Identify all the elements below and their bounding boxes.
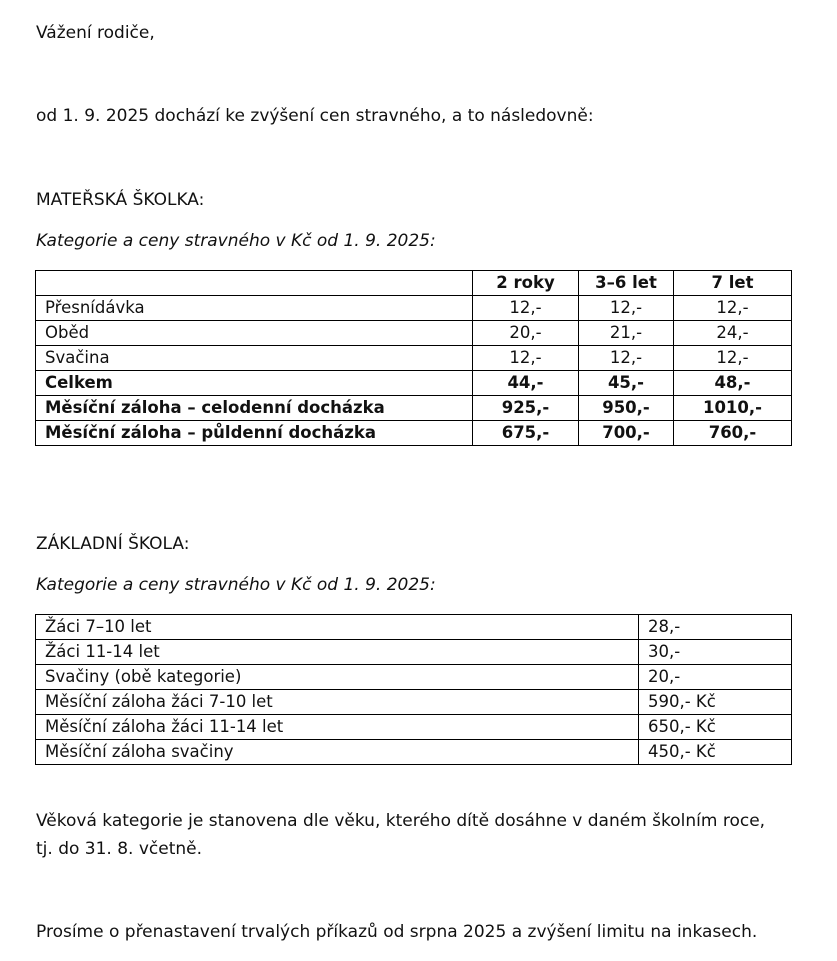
row-label: Měsíční záloha – celodenní docházka — [36, 396, 473, 421]
table-cell: 650,- Kč — [639, 715, 792, 740]
row-label: Žáci 11-14 let — [36, 640, 639, 665]
table-row — [36, 321, 792, 346]
table-header-cell: 2 roky — [473, 271, 579, 296]
table-row — [36, 615, 792, 640]
table-row — [36, 640, 792, 665]
row-label: Svačina — [36, 346, 473, 371]
zs-subheading: Kategorie a ceny stravného v Kč od 1. 9. 2025: — [36, 575, 436, 595]
closing-text: Prosíme o přenastavení trvalých příkazů od srpna 2025 a zvýšení limitu na inkasech. — [36, 922, 758, 942]
table-cell: 12,- — [473, 296, 579, 321]
table-cell: 30,- — [639, 640, 792, 665]
age-note-line1: Věková kategorie je stanovena dle věku, kterého dítě dosáhne v daném školním roce, — [36, 811, 766, 831]
zs-price-table — [35, 614, 792, 765]
table-cell: 760,- — [674, 421, 792, 446]
row-label: Přesnídávka — [36, 296, 473, 321]
table-cell: 28,- — [639, 615, 792, 640]
row-label: Měsíční záloha žáci 11-14 let — [36, 715, 639, 740]
table-header-cell: 3–6 let — [579, 271, 674, 296]
row-label: Měsíční záloha svačiny — [36, 740, 639, 765]
table-cell: 24,- — [674, 321, 792, 346]
table-header-cell — [36, 271, 473, 296]
table-cell: 590,- Kč — [639, 690, 792, 715]
table-cell: 45,- — [579, 371, 674, 396]
age-note-line2: tj. do 31. 8. včetně. — [36, 839, 203, 859]
greeting: Vážení rodiče, — [36, 23, 155, 43]
zs-heading: ZÁKLADNÍ ŠKOLA: — [36, 534, 190, 554]
table-row-monthly-full — [36, 396, 792, 421]
table-cell: 12,- — [674, 296, 792, 321]
table-cell: 21,- — [579, 321, 674, 346]
table-row — [36, 296, 792, 321]
table-row-monthly-half — [36, 421, 792, 446]
table-cell: 44,- — [473, 371, 579, 396]
table-row — [36, 740, 792, 765]
table-header-cell: 7 let — [674, 271, 792, 296]
ms-price-table — [35, 270, 792, 446]
table-cell: 450,- Kč — [639, 740, 792, 765]
table-row-total — [36, 371, 792, 396]
table-cell: 700,- — [579, 421, 674, 446]
table-cell: 48,- — [674, 371, 792, 396]
table-cell: 675,- — [473, 421, 579, 446]
table-cell: 925,- — [473, 396, 579, 421]
table-header-row — [36, 271, 792, 296]
table-cell: 950,- — [579, 396, 674, 421]
ms-heading: MATEŘSKÁ ŠKOLKA: — [36, 190, 205, 210]
table-cell: 20,- — [473, 321, 579, 346]
intro-text: od 1. 9. 2025 dochází ke zvýšení cen stravného, a to následovně: — [36, 106, 594, 126]
table-row — [36, 690, 792, 715]
table-cell: 12,- — [579, 346, 674, 371]
table-row — [36, 665, 792, 690]
table-row — [36, 715, 792, 740]
table-cell: 1010,- — [674, 396, 792, 421]
table-cell: 12,- — [674, 346, 792, 371]
ms-subheading: Kategorie a ceny stravného v Kč od 1. 9. 2025: — [36, 231, 436, 251]
table-cell: 12,- — [579, 296, 674, 321]
row-label: Měsíční záloha žáci 7-10 let — [36, 690, 639, 715]
table-cell: 20,- — [639, 665, 792, 690]
row-label: Celkem — [36, 371, 473, 396]
row-label: Žáci 7–10 let — [36, 615, 639, 640]
row-label: Měsíční záloha – půldenní docházka — [36, 421, 473, 446]
row-label: Oběd — [36, 321, 473, 346]
table-cell: 12,- — [473, 346, 579, 371]
row-label: Svačiny (obě kategorie) — [36, 665, 639, 690]
table-row — [36, 346, 792, 371]
